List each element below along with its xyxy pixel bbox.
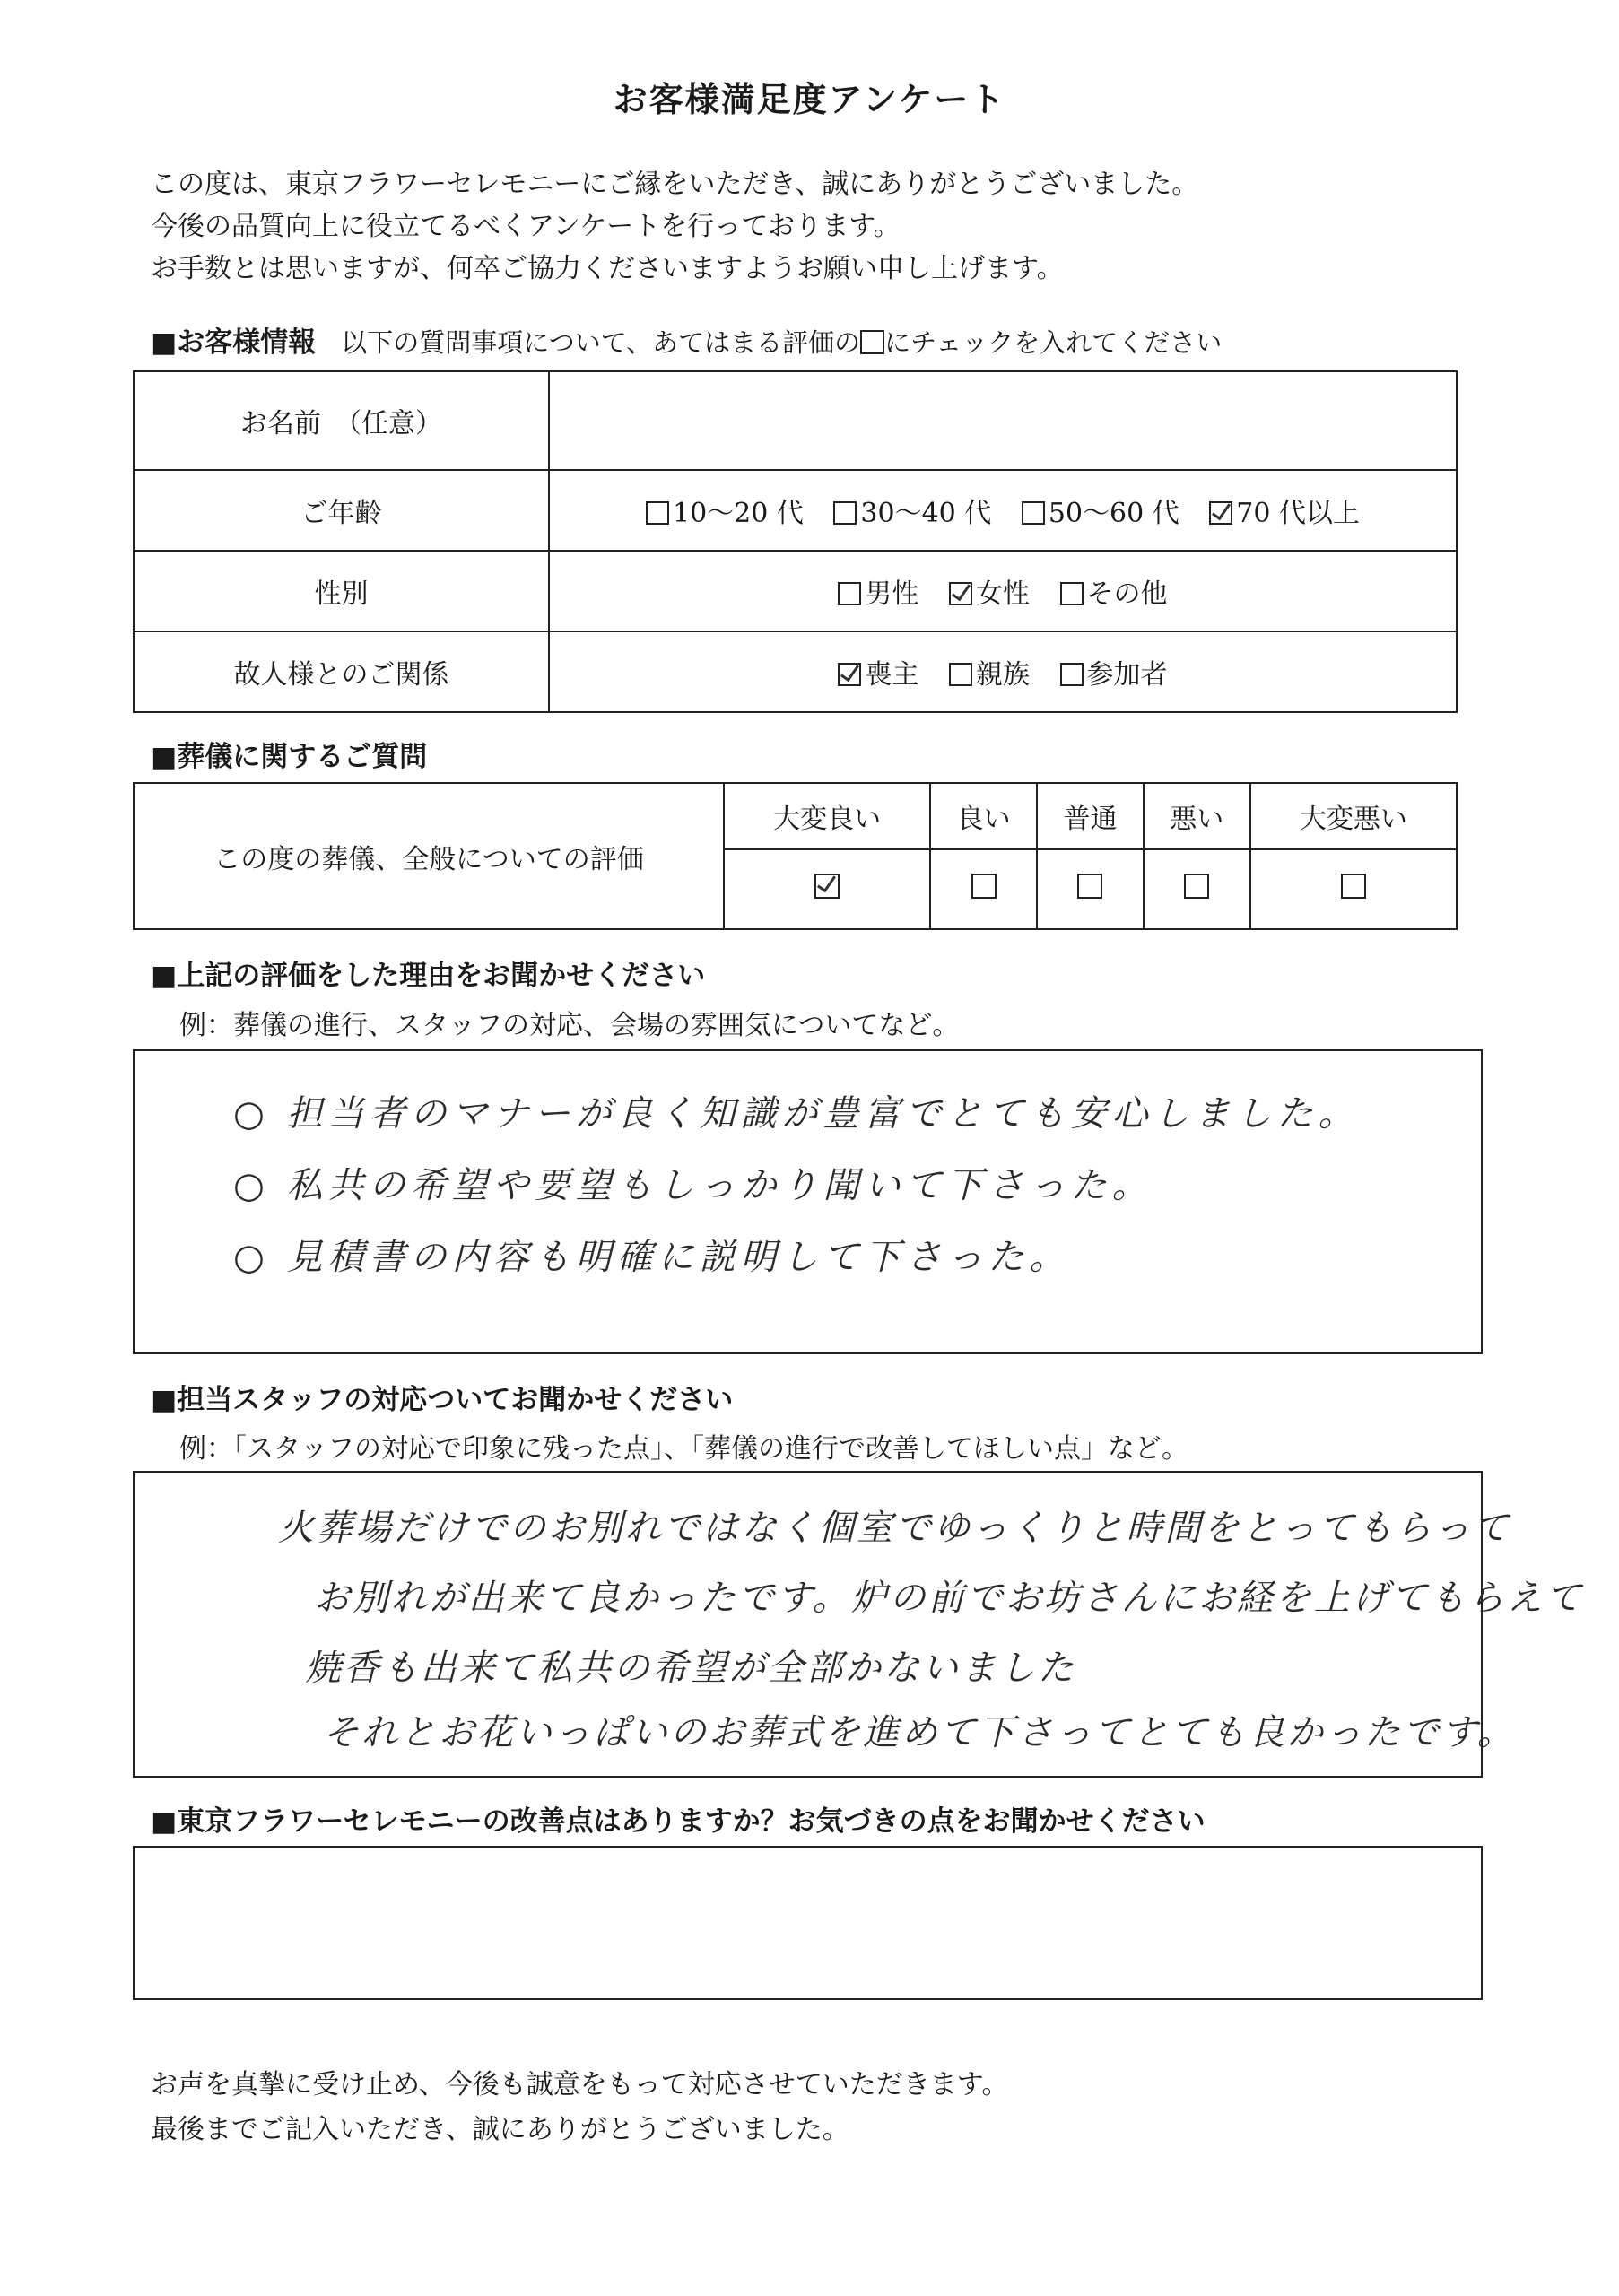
rating-cell	[1144, 849, 1250, 929]
rating-cell	[1250, 849, 1457, 929]
staff-example: 例：「スタッフの対応で印象に残った点」、「葬儀の進行で改善してほしい点」など。	[179, 1433, 1188, 1465]
checkbox-checked[interactable]	[949, 582, 972, 605]
footer-line: 最後までご記入いただき、誠にありがとうございました。	[151, 2114, 849, 2145]
reason-example: 例：葬儀の進行、スタッフの対応、会場の雰囲気についてなど。	[179, 1010, 960, 1041]
gender-option[interactable]: 女性	[949, 571, 1030, 611]
footer-text	[151, 2063, 1008, 2152]
checkbox[interactable]	[971, 874, 997, 899]
footer-line: お声を真摯に受け止め、今後も誠意をもって対応させていただきます。	[151, 2069, 1009, 2100]
handwritten-line: ○ 担当者のマナーが良く知識が豊富でとても安心しました。	[233, 1093, 1360, 1135]
rating-cell	[930, 849, 1037, 929]
handwritten-line: お別れが出来て良かったです。炉の前でお坊さんにお経を上げてもらえて	[314, 1578, 1584, 1619]
age-option[interactable]: 10～20 代	[646, 491, 804, 530]
rating-label: 悪い	[1144, 783, 1250, 849]
age-options	[549, 470, 1457, 551]
staff-answer-box[interactable]	[133, 1471, 1584, 1778]
checkbox[interactable]	[949, 663, 972, 686]
age-label: ご年齢	[134, 470, 549, 551]
customer-info-heading	[151, 319, 1222, 360]
gender-options	[549, 551, 1457, 631]
intro-line: この度は、東京フラワーセレモニーにご縁をいただき、誠にありがとうございました。	[151, 169, 1199, 200]
relation-option[interactable]: 親族	[949, 652, 1030, 691]
rating-cell	[724, 849, 930, 929]
rating-label: 良い	[930, 783, 1037, 849]
checkbox[interactable]	[833, 501, 857, 525]
reason-answer-box[interactable]	[133, 1049, 1483, 1354]
staff-heading: ■担当スタッフの対応ついてお聞かせください	[151, 1384, 734, 1416]
checkbox[interactable]	[838, 582, 861, 605]
checkbox[interactable]	[1077, 874, 1102, 899]
gender-label: 性別	[134, 551, 549, 631]
handwritten-line: それとお花いっぱいのお葬式を進めて下さってとても良かったです。	[323, 1712, 1516, 1753]
rating-label: 大変良い	[724, 783, 930, 849]
age-option[interactable]: 30～40 代	[833, 491, 991, 530]
checkbox[interactable]	[1060, 663, 1084, 686]
rating-label: 大変悪い	[1250, 783, 1457, 849]
checkbox-checked[interactable]	[838, 663, 861, 686]
rating-question: この度の葬儀、全般についての評価	[134, 783, 724, 929]
checkbox[interactable]	[646, 501, 669, 525]
name-label: お名前 （任意）	[134, 371, 549, 470]
age-option[interactable]: 70 代以上	[1209, 491, 1360, 530]
checkbox[interactable]	[1060, 582, 1084, 605]
rating-label: 普通	[1037, 783, 1144, 849]
checkbox-checked[interactable]	[814, 874, 840, 899]
rating-cell	[1037, 849, 1144, 929]
instruction-text: 以下の質問事項について、あてはまる評価の にチェックを入れてください	[341, 327, 1223, 358]
relation-option[interactable]: 参加者	[1060, 652, 1168, 691]
handwritten-line: 焼香も出来て私共の希望が全部かないました	[305, 1648, 1076, 1689]
relation-label: 故人様とのご関係	[134, 631, 549, 712]
checkbox[interactable]	[1022, 501, 1045, 525]
intro-line: 今後の品質向上に役立てるべくアンケートを行っております。	[151, 211, 901, 242]
name-field[interactable]	[549, 371, 1457, 470]
age-option[interactable]: 50～60 代	[1022, 491, 1179, 530]
improvement-heading: ■東京フラワーセレモニーの改善点はありますか？お気づきの点をお聞かせください	[151, 1805, 1206, 1838]
customer-info-table	[133, 370, 1458, 713]
handwritten-line: 火葬場だけでのお別れではなく個室でゆっくりと時間をとってもらって	[278, 1508, 1511, 1549]
section-heading: ■お客様情報	[151, 326, 317, 359]
gender-option[interactable]: 男性	[838, 571, 918, 611]
page-title: お客様満足度アンケート	[613, 80, 1006, 119]
funeral-question-heading: ■葬儀に関するご質問	[151, 741, 428, 773]
relation-option[interactable]: 喪主	[838, 652, 918, 691]
rating-table	[133, 782, 1458, 930]
relation-options	[549, 631, 1457, 712]
handwritten-line: ○ 私共の希望や要望もしっかり聞いて下さった。	[233, 1165, 1153, 1206]
intro-text	[151, 163, 1198, 290]
handwritten-line: ○ 見積書の内容も明確に説明して下さった。	[233, 1237, 1071, 1278]
reason-heading: ■上記の評価をした理由をお聞かせください	[151, 960, 706, 992]
intro-line: お手数とは思いますが、何卒ご協力くださいますようお願い申し上げます。	[151, 253, 1064, 284]
gender-option[interactable]: その他	[1060, 571, 1168, 611]
improvement-answer-box[interactable]	[133, 1846, 1483, 2000]
checkbox[interactable]	[1341, 874, 1366, 899]
checkbox-checked[interactable]	[1209, 501, 1232, 525]
checkbox[interactable]	[1184, 874, 1209, 899]
checkbox-sample-icon	[860, 330, 884, 354]
